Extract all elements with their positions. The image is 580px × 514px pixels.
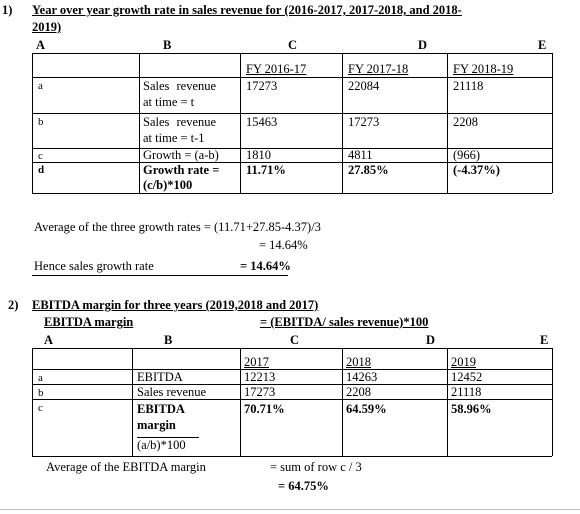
row2-b-label: Sales revenue (137, 385, 207, 399)
row-c-id: c (38, 150, 43, 162)
row-c-value-2: 4811 (348, 148, 373, 162)
row2-a-value-3: 12452 (451, 370, 483, 384)
col2-letter-d: D (426, 333, 436, 347)
row2-b-value-1: 17273 (244, 385, 276, 399)
row-a-label: Sales revenue (143, 79, 217, 93)
row-b-value-3: 2208 (453, 115, 478, 129)
hence-growth-label: Hence sales growth rate (34, 259, 154, 273)
average-growth-result: = 14.64% (259, 238, 308, 252)
average-growth-text: Average of the three growth rates = (11.71+27.85-4.37)/3 (34, 220, 321, 234)
average-ebitda-result: = 64.75% (278, 479, 329, 493)
row2-c-label-3: (a/b)*100 (137, 438, 186, 452)
row2-a-value-1: 12213 (244, 370, 276, 384)
row2-c-label-2: margin (137, 418, 176, 432)
row2-c-id: c (38, 402, 43, 414)
col-letter-b: B (163, 38, 172, 52)
row2-c-value-1: 70.71% (244, 402, 285, 416)
col2-letter-e: E (540, 333, 549, 347)
hence-growth-value: = 14.64% (240, 259, 291, 273)
row-d-label-2: (c/b)*100 (143, 178, 193, 192)
ebitda-margin-label: EBITDA margin (44, 315, 134, 329)
header-2018: 2018 (346, 355, 371, 369)
section-2-number: 2) (8, 298, 19, 312)
row-b-id: b (38, 116, 44, 128)
row-d-value-1: 11.71% (246, 163, 286, 177)
row-d-value-2: 27.85% (348, 163, 389, 177)
section-1-title-line2: 2019) (32, 20, 62, 34)
row2-a-value-2: 14263 (346, 370, 378, 384)
row2-a-label: EBITDA (137, 370, 183, 384)
row-a-value-3: 21118 (453, 79, 484, 93)
header-fy2017: FY 2017-18 (348, 62, 409, 76)
header-2017: 2017 (244, 355, 269, 369)
row-d-label: Growth rate = (143, 163, 220, 177)
section-1-number: 1) (2, 3, 13, 17)
col-letter-e: E (538, 38, 547, 52)
row2-b-value-2: 2208 (346, 385, 371, 399)
row-a-id: a (38, 80, 43, 92)
row2-c-label: EBITDA (137, 402, 185, 416)
row2-a-id: a (38, 372, 43, 384)
row-a-label-2: at time = t (143, 95, 195, 109)
row-b-value-1: 15463 (246, 115, 278, 129)
col-letter-d: D (418, 38, 428, 52)
col2-letter-a: A (44, 333, 54, 347)
row2-b-id: b (38, 387, 44, 399)
header-fy2016: FY 2016-17 (246, 62, 307, 76)
header-fy2018: FY 2018-19 (453, 62, 514, 76)
col2-letter-b: B (164, 333, 173, 347)
row2-c-value-2: 64.59% (346, 402, 387, 416)
row2-c-value-3: 58.96% (451, 402, 492, 416)
section-1-title-line1: Year over year growth rate in sales revenue for (2016-2017, 2017-2018, and 2018- (32, 3, 462, 17)
row-c-value-1: 1810 (246, 148, 271, 162)
row-b-label: Sales revenue (143, 115, 217, 129)
row-c-value-3: (966) (453, 148, 481, 162)
col-letter-c: C (288, 38, 298, 52)
ebitda-margin-formula: = (EBITDA/ sales revenue)*100 (260, 315, 429, 329)
row-a-value-1: 17273 (246, 79, 278, 93)
row2-b-value-3: 21118 (451, 385, 482, 399)
row-d-value-3: (-4.37%) (453, 163, 500, 177)
header-2019: 2019 (451, 355, 476, 369)
row-a-value-2: 22084 (348, 79, 380, 93)
row-b-value-2: 17273 (348, 115, 380, 129)
row-b-label-2: at time = t-1 (143, 131, 205, 145)
col2-letter-c: C (290, 333, 300, 347)
average-ebitda-label: Average of the EBITDA margin (46, 460, 206, 474)
col-letter-a: A (36, 38, 46, 52)
row-c-label: Growth = (a-b) (143, 148, 219, 162)
average-ebitda-formula: = sum of row c / 3 (270, 460, 362, 474)
row-d-id: d (38, 164, 45, 176)
section-2-title: EBITDA margin for three years (2019,2018 and 2017) (32, 298, 319, 312)
